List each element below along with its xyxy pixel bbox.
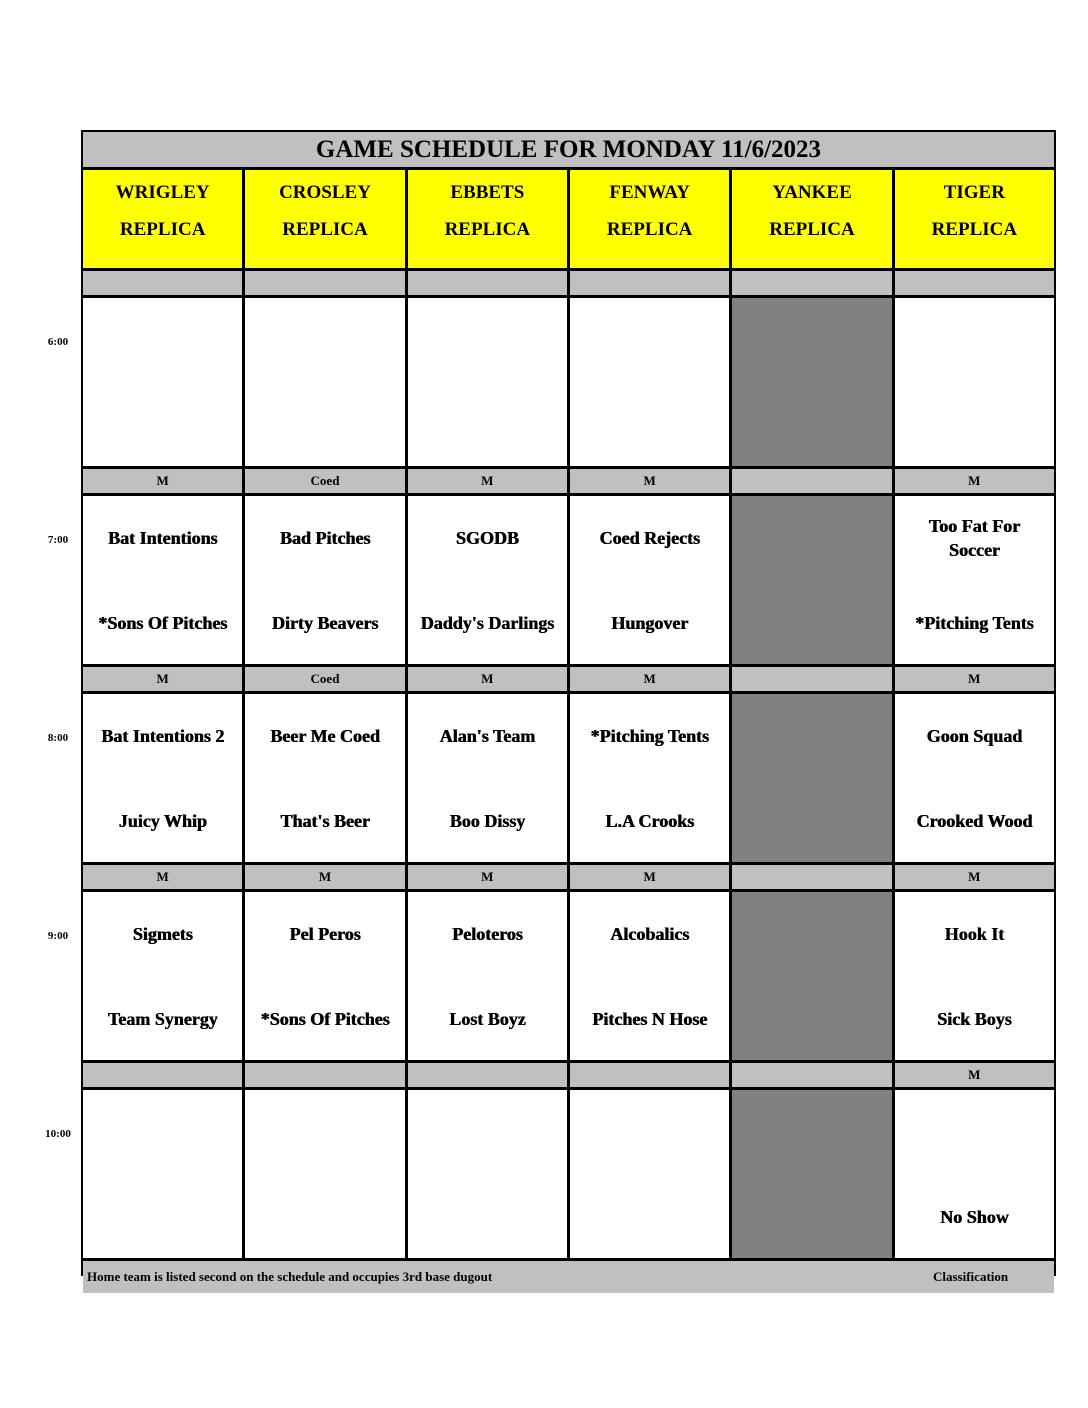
classification-cell: M: [895, 469, 1054, 493]
home-team: Pitches N Hose: [592, 1009, 708, 1029]
game-slot: [83, 694, 242, 862]
game-slot: [408, 496, 567, 664]
classification-cell: M: [895, 1063, 1054, 1087]
game-slot: [570, 298, 729, 466]
time-label: 6:00: [47, 336, 69, 348]
game-slot: [895, 496, 1054, 664]
classification-cell: M: [408, 469, 567, 493]
game-slot: [83, 892, 242, 1060]
game-slot: [895, 892, 1054, 1060]
home-team: *Sons Of Pitches: [98, 613, 228, 633]
game-slot: [245, 496, 404, 664]
home-team: Lost Boyz: [449, 1009, 526, 1029]
away-team: Alcobalics: [610, 924, 690, 944]
field-type: REPLICA: [931, 219, 1018, 240]
field-type: REPLICA: [444, 219, 531, 240]
closed-field-slot: [732, 298, 891, 466]
game-slot: [895, 298, 1054, 466]
game-slot: [245, 1090, 404, 1258]
classification-cell: [732, 667, 891, 691]
field-name: CROSLEY: [279, 182, 371, 203]
classification-cell: Coed: [245, 667, 404, 691]
time-label: 7:00: [47, 534, 69, 546]
home-team: Sick Boys: [937, 1009, 1012, 1029]
away-team: Sigmets: [132, 924, 193, 944]
game-slot: [408, 298, 567, 466]
home-team: Boo Dissy: [449, 811, 526, 831]
away-team: Hook It: [944, 924, 1005, 944]
classification-cell: M: [83, 667, 242, 691]
classification-cell: Coed: [245, 469, 404, 493]
classification-cell: [570, 271, 729, 295]
away-team: SGODB: [455, 528, 519, 548]
schedule-title: GAME SCHEDULE FOR MONDAY 11/6/2023: [83, 132, 1054, 167]
home-team: Team Synergy: [107, 1009, 218, 1029]
home-team: *Sons Of Pitches: [260, 1009, 390, 1029]
game-slot: [895, 1090, 1054, 1258]
time-label: 9:00: [47, 930, 69, 942]
closed-field-slot: [732, 1090, 891, 1258]
game-slot: [408, 892, 567, 1060]
game-slot: [570, 892, 729, 1060]
field-header-wrigley: [83, 170, 242, 268]
classification-cell: [732, 271, 891, 295]
classification-cell: M: [570, 469, 729, 493]
time-label: 10:00: [45, 1128, 71, 1140]
game-slot: [408, 1090, 567, 1258]
classification-cell: [408, 1063, 567, 1087]
home-team: No Show: [940, 1207, 1009, 1227]
game-slot: [83, 496, 242, 664]
home-team: Hungover: [611, 613, 689, 633]
classification-cell: M: [408, 865, 567, 889]
closed-field-slot: [732, 496, 891, 664]
classification-cell: M: [570, 865, 729, 889]
classification-cell: M: [83, 865, 242, 889]
game-slot: [245, 892, 404, 1060]
classification-cell: M: [570, 667, 729, 691]
classification-cell: [245, 271, 404, 295]
classification-cell: [245, 1063, 404, 1087]
classification-cell: [570, 1063, 729, 1087]
game-slot: [245, 298, 404, 466]
closed-field-slot: [732, 694, 891, 862]
classification-cell: M: [895, 667, 1054, 691]
field-name: EBBETS: [450, 182, 525, 203]
away-team: Beer Me Coed: [270, 726, 380, 746]
home-team: L.A Crooks: [605, 811, 694, 831]
home-team-note: Home team is listed second on the schedule and occupies 3rd base dugout: [87, 1269, 493, 1284]
field-type: REPLICA: [606, 219, 693, 240]
field-header-crosley: [245, 170, 404, 268]
field-name: TIGER: [943, 182, 1005, 203]
field-name: YANKEE: [772, 182, 852, 203]
game-slot: [83, 298, 242, 466]
field-type: REPLICA: [119, 219, 206, 240]
field-header-yankee: [732, 170, 891, 268]
field-header-tiger: [895, 170, 1054, 268]
home-team: Crooked Wood: [916, 811, 1033, 831]
classification-cell: [408, 271, 567, 295]
schedule-footer: [83, 1261, 1054, 1293]
away-team: Alan's Team: [439, 726, 536, 746]
classification-cell: [732, 1063, 891, 1087]
game-slot: [895, 694, 1054, 862]
field-type: REPLICA: [282, 219, 368, 240]
game-slot: [570, 694, 729, 862]
classification-legend: Classification: [933, 1269, 1009, 1284]
time-label: 8:00: [47, 732, 69, 744]
game-slot: [408, 694, 567, 862]
away-team: Pel Peros: [289, 924, 361, 944]
classification-cell: M: [895, 865, 1054, 889]
game-slot: [570, 1090, 729, 1258]
classification-cell: M: [83, 469, 242, 493]
away-team: Bat Intentions 2: [101, 726, 225, 746]
away-team: *Pitching Tents: [590, 726, 709, 746]
away-team: Bat Intentions: [107, 528, 218, 548]
classification-cell: M: [245, 865, 404, 889]
away-team: Bad Pitches: [279, 528, 371, 548]
away-team: Peloteros: [452, 924, 523, 944]
field-type: REPLICA: [769, 219, 855, 240]
field-header-ebbets: [408, 170, 567, 268]
classification-cell: [732, 865, 891, 889]
schedule-grid: [81, 130, 1056, 1284]
field-header-fenway: [570, 170, 729, 268]
home-team: Daddy's Darlings: [420, 613, 555, 633]
away-team: Goon Squad: [926, 726, 1023, 746]
classification-cell: [83, 1063, 242, 1087]
home-team: Juicy Whip: [118, 811, 207, 831]
game-slot: [570, 496, 729, 664]
closed-field-slot: [732, 892, 891, 1060]
classification-cell: [895, 271, 1054, 295]
field-name: WRIGLEY: [115, 182, 210, 203]
home-team: That's Beer: [280, 811, 370, 831]
game-slot: [83, 1090, 242, 1258]
home-team: Dirty Beavers: [271, 613, 379, 633]
classification-cell: [732, 469, 891, 493]
game-slot: [245, 694, 404, 862]
field-name: FENWAY: [609, 182, 690, 203]
classification-cell: [83, 271, 242, 295]
away-team: Coed Rejects: [599, 528, 700, 548]
home-team: *Pitching Tents: [915, 613, 1034, 633]
away-team: Too Fat For Soccer: [928, 516, 1020, 560]
classification-cell: M: [408, 667, 567, 691]
